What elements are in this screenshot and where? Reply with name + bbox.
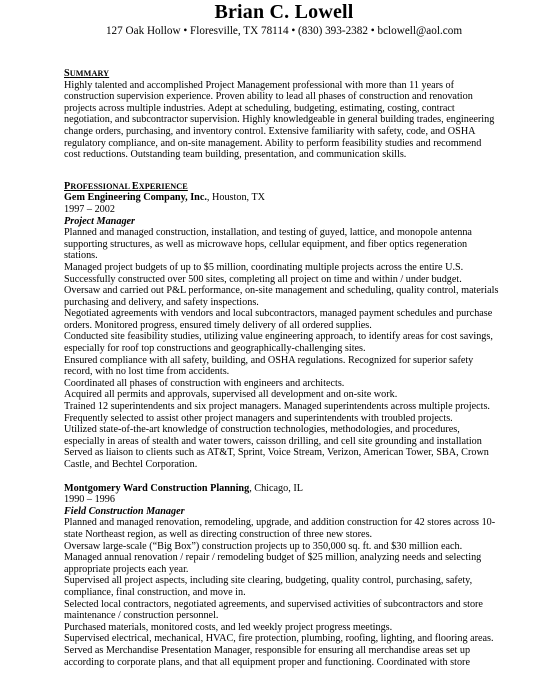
experience-heading-xperience: XPERIENCE <box>138 181 188 191</box>
job-title: Project Manager <box>64 215 136 227</box>
job-bullet: Frequently selected to assist other project managers and superintendents with troubled projects. <box>64 412 453 424</box>
job-bullet: Coordinated all phases of construction with engineers and architects. <box>64 377 345 389</box>
job-bullet: Planned and managed construction, installation, and testing of guyed, lattice, and monopole antenna supporting structures, as well as microwave hops, cellular equipment, and fiber optics regeneration stations. <box>64 227 472 262</box>
experience-heading-initial-p: P <box>64 180 71 192</box>
job-location: , Houston, TX <box>206 192 266 204</box>
resume-body <box>64 68 500 668</box>
job-bullet: Served as Merchandise Presentation Manager, responsible for ensuring all merchandise areas set up according to corporate plans, and that all equipment proper and functioning. Coordinated with store <box>64 644 471 668</box>
job-bullet: Managed project budgets of up to $5 million, coordinating multiple projects across the entire U.S. <box>64 261 464 273</box>
job-bullet: Managed annual renovation / repair / remodeling budget of $25 million, analyzing needs and selecting appropriate projects each year. <box>64 552 482 575</box>
summary-heading-initial: S <box>64 68 70 79</box>
job-bullet: Served as liaison to clients such as AT&T, Sprint, Voice Stream, Verizon, American Tower, SBA, Crown Castle, and Bechtel Corporation. <box>64 447 489 470</box>
summary-heading-rest: UMMARY <box>69 69 110 78</box>
job-bullet: Acquired all permits and approvals, supervised all development and on-site work. <box>64 389 398 401</box>
job-bullet: Oversaw and carried out P&L performance, on-site management and scheduling, quality control, materials purchasing and delivery, and safety inspections. <box>64 285 499 308</box>
job-bullet: Ensured compliance with all safety, building, and OSHA regulations. Recognized for superior safety record, with no lost time from accidents. <box>64 354 474 378</box>
job-company-line <box>64 192 500 204</box>
resume-name: Brian C. Lowell <box>214 1 354 23</box>
job-title: Field Construction Manager <box>64 505 185 517</box>
job-bullet: Supervised all project aspects, including site clearing, budgeting, quality control, purchasing, safety, compliance, final construction, and move in. <box>64 575 473 598</box>
section-spacer <box>64 161 500 173</box>
job-company-line <box>64 483 500 495</box>
job-bullet: Trained 12 superintendents and six project managers. Managed superintendents across multiple projects. <box>64 401 490 413</box>
job-dates: 1990 – 1996 <box>64 494 115 506</box>
job-entry <box>64 192 500 470</box>
summary-text: Highly talented and accomplished Project Management professional with more than 11 years of construction supervision experience. Proven ability to lead all phases of construction and renovation projects across multiple industries. Adept at scheduling, budgeting, estimating, costing, contract negotiation, and subcontractor supervision. Highly knowledgeable in general building trades, engineering change orders, purchasing, and inventory control. Extensive familiarity with safety, code, and OSHA regulatory compliance, and on-site management. Ability to perform feasibility studies and recommend cost reductions. Outstanding team building, presentation, and communication skills. <box>64 79 495 161</box>
job-bullet: Planned and managed renovation, remodeling, upgrade, and addition construction for 42 stores across 10-state Northeast region, as well as directing construction of three new stores. <box>64 517 496 540</box>
experience-heading-rofessional: ROFESSIONAL <box>70 181 132 191</box>
job-bullet: Successfully constructed over 500 sites, completing all project on time and within / under budget. <box>64 273 462 285</box>
section-spacer <box>64 173 500 181</box>
job-bullet: Negotiated agreements with vendors and local subcontractors, managed payment schedules and purchase orders. Monitored progress, ensured timely delivery of all ordered supplies. <box>64 308 493 331</box>
job-bullet: Supervised electrical, mechanical, HVAC, fire protection, plumbing, roofing, lighting, and flooring areas. <box>64 633 494 645</box>
job-bullet: Utilized state-of-the-art knowledge of construction technologies, methodologies, and procedures, especially in areas of stealth and water towers, caisson drilling, and cell site grounding and installation <box>64 424 482 447</box>
job-dates: 1997 – 2002 <box>64 203 115 215</box>
summary-heading <box>64 68 500 80</box>
job-bullet: Purchased materials, monitored costs, and led weekly project progress meetings. <box>64 621 393 633</box>
job-bullet: Conducted site feasibility studies, utilizing value engineering approach, to identify areas for cost savings, especially for roof top constructions and geographically-challenging sites. <box>64 331 493 355</box>
job-company: Montgomery Ward Construction Planning <box>64 482 250 494</box>
job-location: , Chicago, IL <box>249 482 303 494</box>
experience-heading <box>64 181 500 193</box>
contact-line: 127 Oak Hollow • Floresville, TX 78114 • (830) 393-2382 • bclowell@aol.com <box>105 25 463 37</box>
job-company: Gem Engineering Company, Inc. <box>64 192 207 204</box>
job-bullet: Oversaw large-scale (“Big Box”) construction projects up to 350,000 sq. ft. and $30 million each. <box>64 540 463 552</box>
job-bullet: Selected local contractors, negotiated agreements, and supervised activities of subcontractors and store maintenance / construction personnel. <box>64 598 483 622</box>
job-spacer <box>64 471 500 483</box>
experience-heading-initial-e: E <box>131 180 139 192</box>
job-entry <box>64 483 500 669</box>
